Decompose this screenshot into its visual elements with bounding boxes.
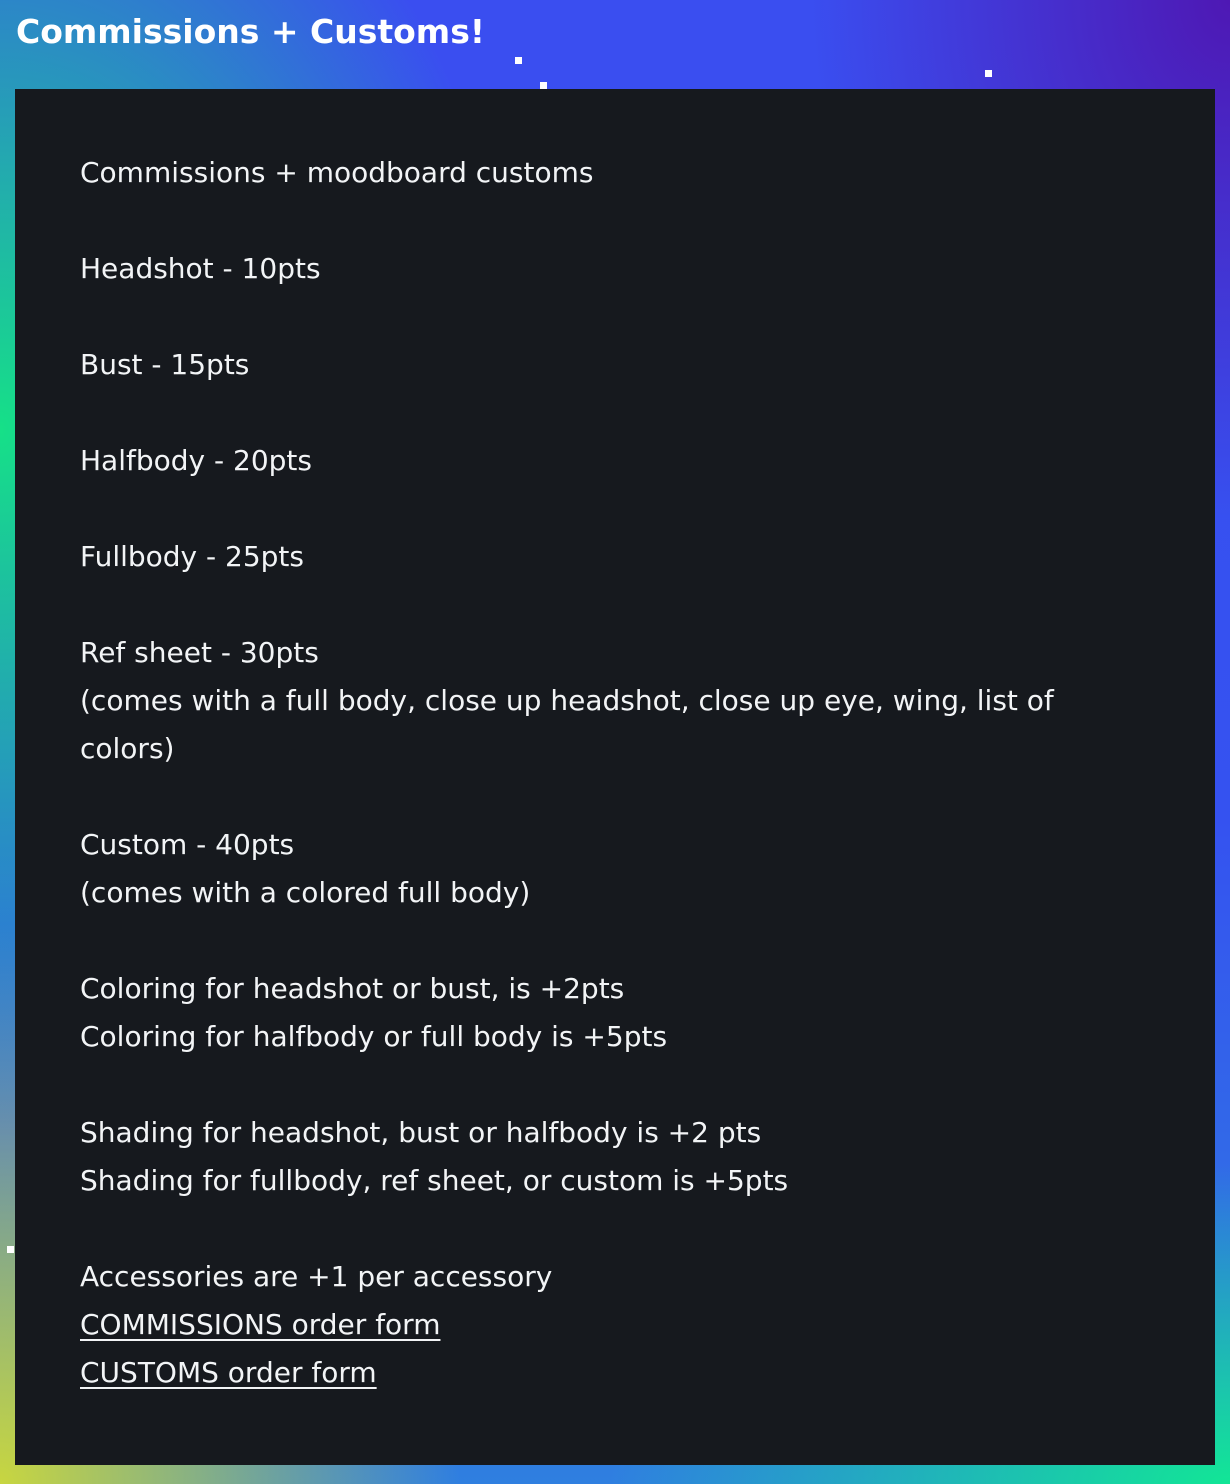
page-title: Commissions + Customs! [16,12,485,51]
price-ref-sheet: Ref sheet - 30pts [80,636,319,669]
price-fullbody: Fullbody - 25pts [80,540,304,573]
ref-sheet-note: (comes with a full body, close up headshot, close up eye, wing, list of [80,684,1054,717]
spacer [80,1061,1155,1109]
price-custom: Custom - 40pts [80,828,295,861]
custom-note: (comes with a colored full body) [80,876,531,909]
coloring-headshot-bust: Coloring for headshot or bust, is +2pts [80,972,625,1005]
spacer [80,389,1155,437]
spacer [80,773,1155,821]
sparkle-decoration [7,1246,14,1253]
price-halfbody: Halfbody - 20pts [80,444,312,477]
sparkle-decoration [985,70,992,77]
commissions-order-form-link[interactable]: COMMISSIONS order form [80,1308,441,1341]
spacer [80,293,1155,341]
accessories-price: Accessories are +1 per accessory [80,1260,553,1293]
spacer [80,485,1155,533]
shading-fullbody-ref-custom: Shading for fullbody, ref sheet, or custom is +5pts [80,1164,789,1197]
coloring-halfbody-fullbody: Coloring for halfbody or full body is +5pts [80,1020,668,1053]
ref-sheet-note-continued: colors) [80,732,175,765]
spacer [80,917,1155,965]
spacer [80,581,1155,629]
price-bust: Bust - 15pts [80,348,250,381]
sparkle-decoration [515,57,522,64]
customs-order-form-link[interactable]: CUSTOMS order form [80,1356,377,1389]
spacer [80,197,1155,245]
sparkle-decoration [540,82,547,89]
spacer [80,1205,1155,1253]
content-heading: Commissions + moodboard customs [80,156,594,189]
content-panel [15,89,1215,1465]
price-headshot: Headshot - 10pts [80,252,321,285]
shading-headshot-bust-halfbody: Shading for headshot, bust or halfbody is +2 pts [80,1116,762,1149]
